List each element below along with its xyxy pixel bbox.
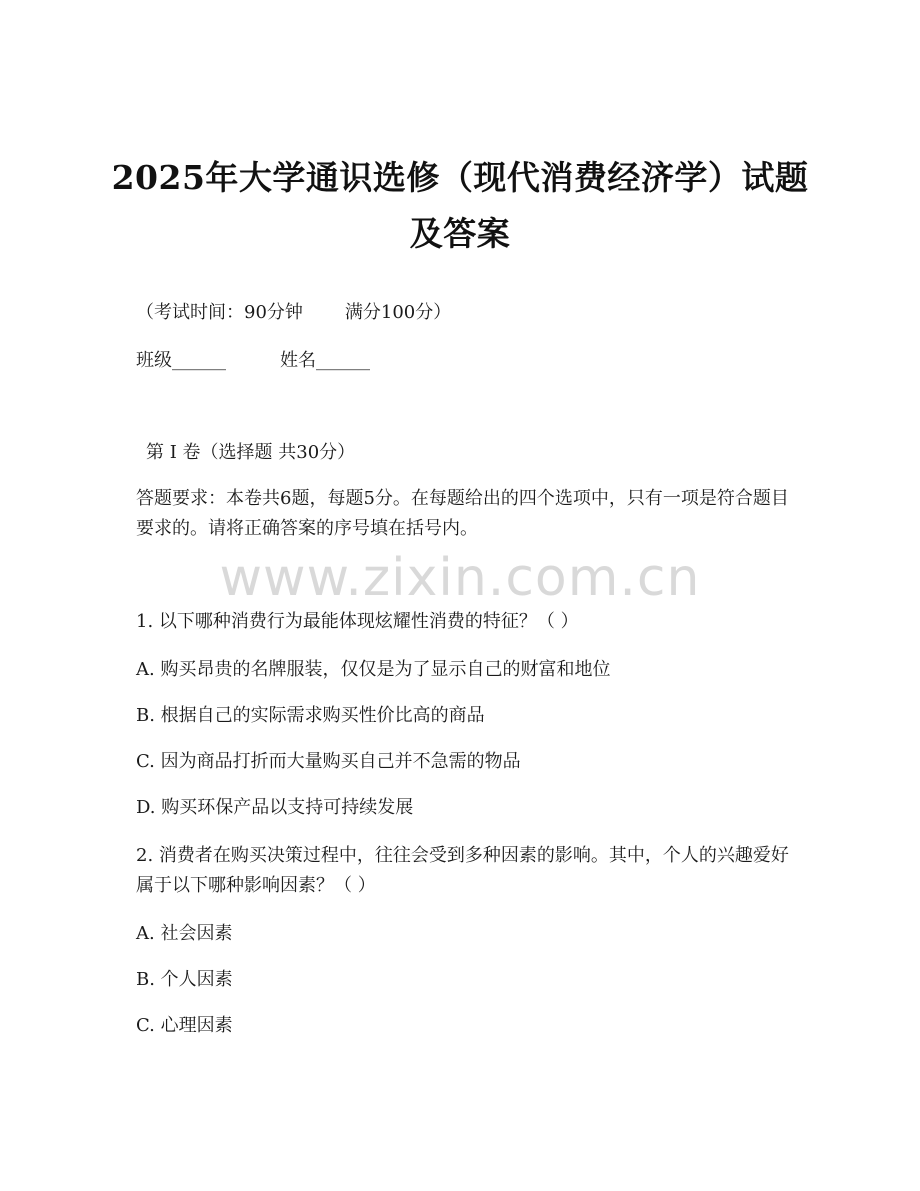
question-option: B. 根据自己的实际需求购买性价比高的商品 xyxy=(136,705,485,726)
exam-full-score: 满分100分） xyxy=(344,302,452,323)
exam-time: （考试时间：90分钟 xyxy=(136,302,303,323)
class-field: 班级______ xyxy=(136,350,226,371)
section-heading: 第 I 卷（选择题 共30分） xyxy=(146,442,356,463)
exam-info-line xyxy=(136,298,796,328)
question-option: B. 个人因素 xyxy=(136,969,233,990)
question-stem: 2. 消费者在购买决策过程中，往往会受到多种因素的影响。其中，个人的兴趣爱好属于以下哪种影响因素？（ ） xyxy=(136,845,789,896)
question-option: C. 因为商品打折而大量购买自己并不急需的物品 xyxy=(136,751,521,772)
document-title: 2025年大学通识选修（现代消费经济学）试题及答案 xyxy=(111,158,809,253)
name-field: 姓名______ xyxy=(280,350,370,371)
question-option: D. 购买环保产品以支持可持续发展 xyxy=(136,797,414,818)
question-stem: 1. 以下哪种消费行为最能体现炫耀性消费的特征？（ ） xyxy=(136,611,579,632)
watermark-text: www.zixin.com.cn xyxy=(219,548,701,608)
question-option: A. 社会因素 xyxy=(136,923,233,944)
question-option: C. 心理因素 xyxy=(136,1015,233,1036)
student-fields-line xyxy=(136,346,796,376)
question-option: A. 购买昂贵的名牌服装，仅仅是为了显示自己的财富和地位 xyxy=(136,659,611,680)
section-instructions: 答题要求：本卷共6题，每题5分。在每题给出的四个选项中，只有一项是符合题目要求的。请将正确答案的序号填在括号内。 xyxy=(136,488,789,539)
